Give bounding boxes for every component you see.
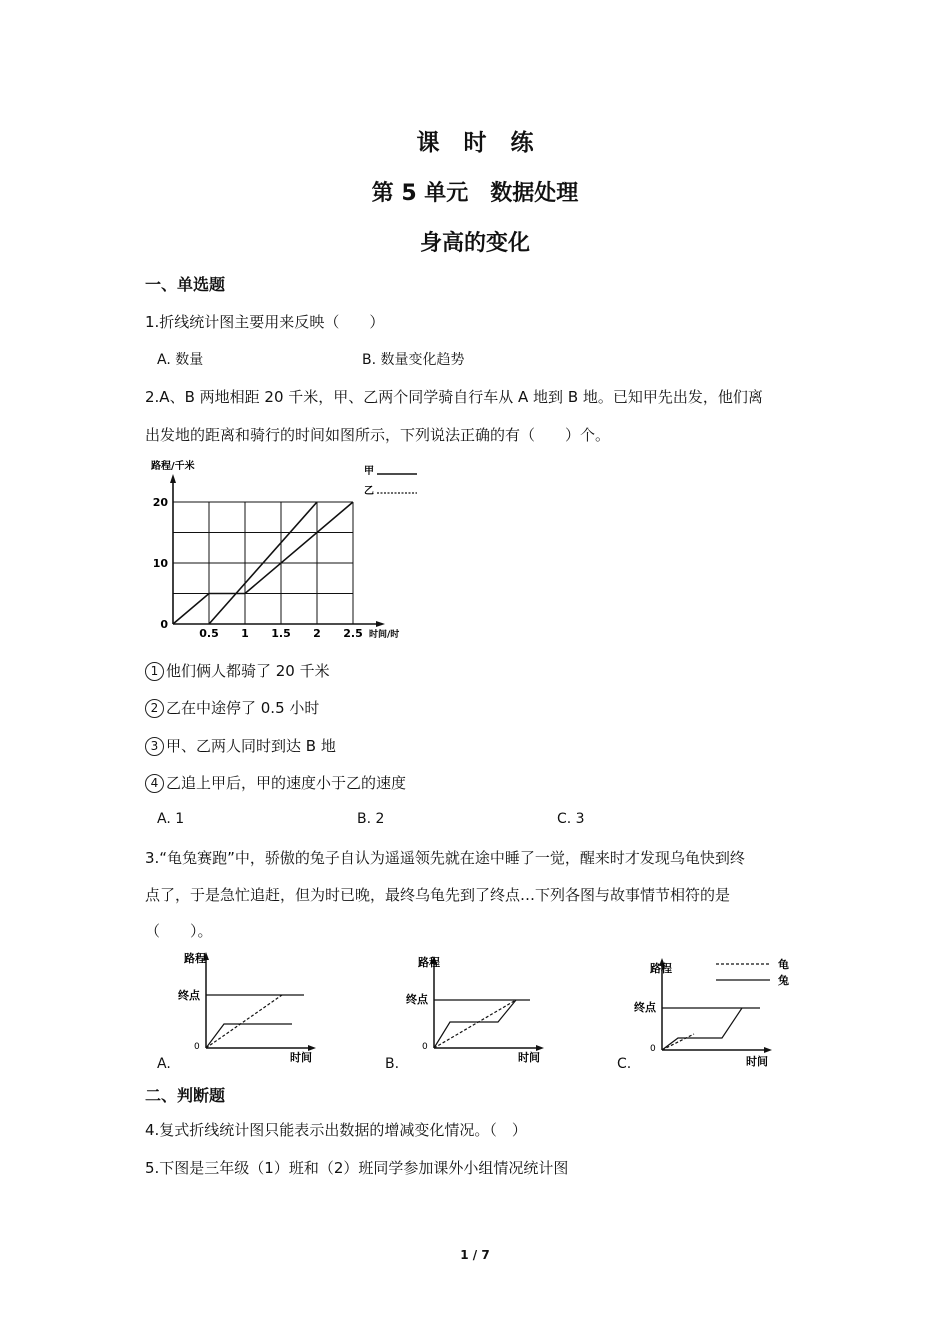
x-label: 时间 <box>746 1055 768 1068</box>
question-3-option-b: B. <box>385 1056 400 1072</box>
statement-text: 他们俩人都骑了 20 千米 <box>166 662 330 680</box>
x-label: 时间 <box>290 1051 312 1064</box>
tortoise-line <box>434 1000 516 1048</box>
x-tick-label: 1.5 <box>271 627 291 640</box>
tortoise-line <box>662 1034 694 1050</box>
statement-1 <box>145 660 330 681</box>
lesson-title: 身高的变化 <box>419 231 530 256</box>
question-3-text-line-3: （ ）。 <box>145 922 213 940</box>
legend-label-jia: 甲 <box>364 466 374 477</box>
title-char-1: 课 <box>416 130 440 156</box>
tortoise-line <box>206 995 282 1048</box>
y-tick-label: 10 <box>152 557 168 570</box>
unit-title: 第 5 单元 数据处理 <box>371 181 579 206</box>
section-heading-true-false: 二、判断题 <box>145 1086 226 1105</box>
y-axis-label: 路程/千米 <box>151 461 195 472</box>
legend-label-tortoise: 龟 <box>778 958 789 971</box>
origin-label: 0 <box>422 1042 428 1052</box>
distance-time-chart <box>145 452 430 652</box>
question-2-option-a: A. 1 <box>157 811 185 827</box>
circled-number: 2 <box>145 699 164 718</box>
page-number: 1 / 7 <box>460 1248 490 1262</box>
question-5-text: 5.下图是三年级（1）班和（2）班同学参加课外小组情况统计图 <box>145 1159 569 1177</box>
statement-2 <box>145 697 319 718</box>
race-graph-c <box>630 948 800 1068</box>
question-1-option-b: B. 数量变化趋势 <box>362 352 465 368</box>
question-2-text-line-2: 出发地的距离和骑行的时间如图所示，下列说法正确的有（ ）个。 <box>145 426 611 444</box>
statement-text: 甲、乙两人同时到达 B 地 <box>166 737 336 755</box>
question-1-text: 1.折线统计图主要用来反映（ ） <box>145 313 385 331</box>
statement-3 <box>145 735 336 756</box>
x-label: 时间 <box>518 1051 540 1064</box>
legend-label-yi: 乙 <box>364 486 374 497</box>
finish-label: 终点 <box>634 1001 656 1014</box>
race-graph-b <box>400 948 550 1066</box>
question-2-option-c: C. 3 <box>557 811 585 827</box>
question-2-text-line-1: 2.A、B 两地相距 20 千米，甲、乙两个同学骑自行车从 A 地到 B 地。已知甲先出发，他们离 <box>145 388 763 406</box>
y-label: 路程 <box>184 952 206 965</box>
origin-label: 0 <box>194 1042 200 1052</box>
question-3-text-line-1: 3.“龟兔赛跑”中，骄傲的兔子自认为遥遥领先就在途中睡了一觉，醒来时才发现乌龟快到终 <box>145 849 745 867</box>
x-tick-label: 0.5 <box>199 627 219 640</box>
statement-text: 乙在中途停了 0.5 小时 <box>166 699 320 717</box>
title-char-3: 练 <box>510 130 534 156</box>
circled-number: 1 <box>145 662 164 681</box>
statement-text: 乙追上甲后，甲的速度小于乙的速度 <box>166 774 407 792</box>
y-tick-label: 20 <box>152 496 168 509</box>
y-tick-label: 0 <box>160 618 168 631</box>
x-axis-label: 时间/时 <box>369 630 400 640</box>
chart-legend <box>364 465 417 497</box>
question-3-option-c: C. <box>617 1056 632 1072</box>
title-char-2: 时 <box>463 130 487 156</box>
finish-label: 终点 <box>406 993 428 1006</box>
x-axis-arrow <box>764 1047 772 1053</box>
rabbit-line <box>662 1008 742 1050</box>
race-graph-a <box>172 948 322 1066</box>
section-heading-single-choice: 一、单选题 <box>145 275 226 294</box>
x-tick-label: 2.5 <box>343 627 363 640</box>
x-axis-arrow <box>376 621 385 627</box>
statement-4 <box>145 772 406 793</box>
legend-label-rabbit: 兔 <box>778 974 789 987</box>
finish-label: 终点 <box>178 989 200 1002</box>
question-4-text: 4.复式折线统计图只能表示出数据的增减变化情况。（ ） <box>145 1121 527 1139</box>
question-3-option-a: A. <box>157 1056 171 1072</box>
y-axis-arrow <box>170 474 176 483</box>
question-1-option-a: A. 数量 <box>157 352 204 368</box>
origin-label: 0 <box>650 1044 656 1054</box>
question-3-text-line-2: 点了，于是急忙追赶，但为时已晚，最终乌龟先到了终点…下列各图与故事情节相符的是 <box>145 886 731 904</box>
question-2-option-b: B. 2 <box>357 811 385 827</box>
circled-number: 3 <box>145 737 164 756</box>
rabbit-line <box>206 1024 292 1048</box>
circled-number: 4 <box>145 774 164 793</box>
y-label: 路程 <box>418 956 440 969</box>
y-label: 路程 <box>650 962 672 975</box>
x-tick-label: 2 <box>313 627 321 640</box>
page-title <box>0 124 950 157</box>
x-tick-label: 1 <box>241 627 249 640</box>
